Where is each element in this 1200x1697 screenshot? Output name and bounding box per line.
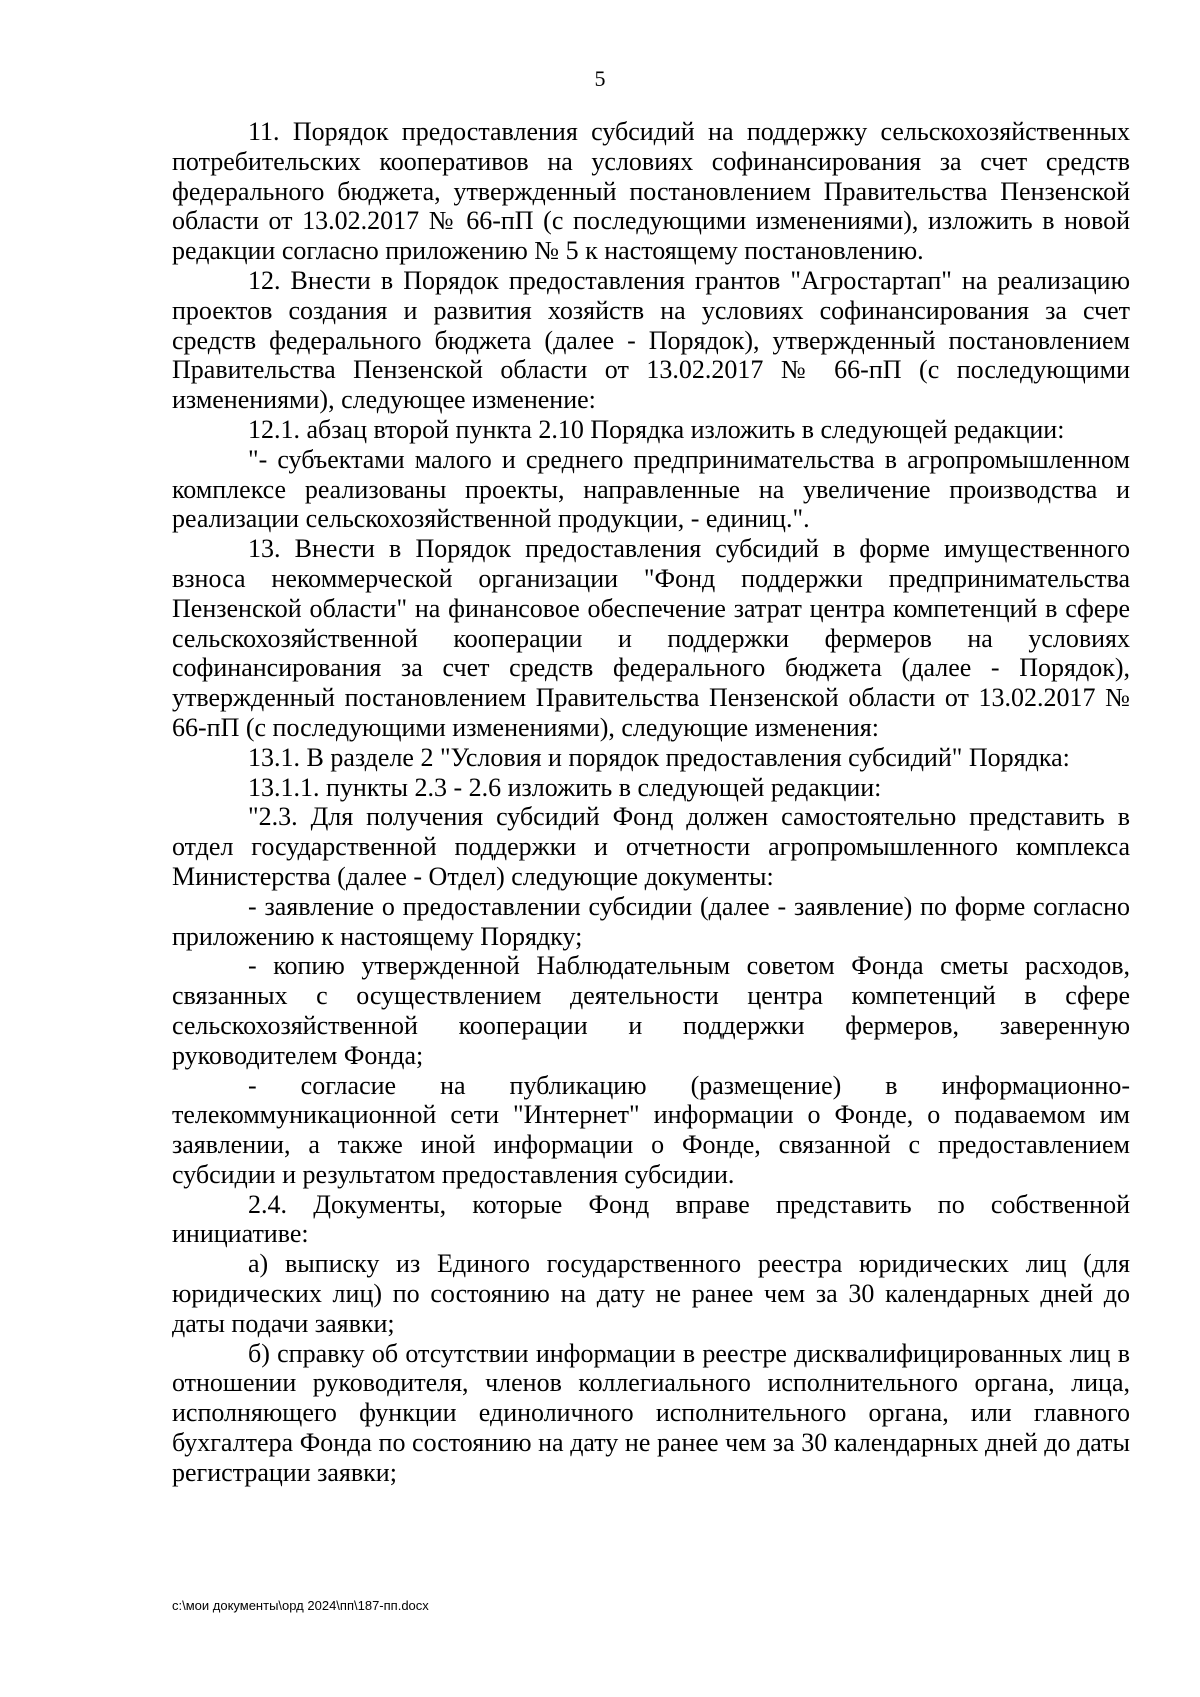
list-item-application: - заявление о предоставлении субсидии (далее - заявление) по форме согласно приложению к настоящему Порядку; — [172, 891, 1130, 951]
list-item-estimate-copy: - копию утвержденной Наблюдательным советом Фонда сметы расходов, связанных с осуществлением деятельности центра компетенций в сфере сельскохозяйственной кооперации и поддержки фермеров, заверенную руководителем Фонда; — [172, 951, 1130, 1070]
paragraph-12-1-text: "- субъектами малого и среднего предпринимательства в агропромышленном комплексе реализованы проекты, направленные на увеличение производства и реализации сельскохозяйственной продукции, - единиц.". — [172, 444, 1130, 534]
footer-file-path: c:\мои документы\орд 2024\пп\187-пп.docx — [172, 1598, 429, 1613]
list-item-b: б) справку об отсутствии информации в реестре дисквалифицированных лиц в отношении руководителя, членов коллегиального исполнительного органа, лица, исполняющего функции единоличного исполнительного органа, или главного бухгалтера Фонда по состоянию на дату не ранее чем за 30 календарных дней до даты регистрации заявки; — [172, 1338, 1130, 1487]
paragraph-13-1: 13.1. В разделе 2 "Условия и порядок предоставления субсидий" Порядка: — [248, 742, 1070, 772]
paragraph-13-1-1: 13.1.1. пункты 2.3 - 2.6 изложить в следующей редакции: — [248, 772, 882, 802]
document-body — [172, 117, 1130, 1488]
paragraph-12: 12. Внести в Порядок предоставления грантов "Агростартап" на реализацию проектов создания и развития хозяйств на условиях софинансирования за счет средств федерального бюджета (далее - Порядок), утвержденный постановлением Правительства Пензенской области от 13.02.2017 № 66-пП (с последующими изменениями), следующее изменение: — [172, 265, 1130, 415]
paragraph-2-4: 2.4. Документы, которые Фонд вправе представить по собственной инициативе: — [172, 1189, 1130, 1249]
paragraph-11: 11. Порядок предоставления субсидий на поддержку сельскохозяйственных потребительских кооперативов на условиях софинансирования за счет средств федерального бюджета, утвержденный постановлением Правительства Пензенской области от 13.02.2017 № 66-пП (с последующими изменениями), изложить в новой редакции согласно приложению № 5 к настоящему постановлению. — [172, 117, 1130, 266]
page-number: 5 — [594, 66, 606, 91]
paragraph-12-1: 12.1. абзац второй пункта 2.10 Порядка изложить в следующей редакции: — [248, 414, 1065, 444]
list-item-a: а) выписку из Единого государственного реестра юридических лиц (для юридических лиц) по состоянию на дату не ранее чем за 30 календарных дней до даты подачи заявки; — [172, 1249, 1130, 1338]
list-item-consent: - согласие на публикацию (размещение) в информационно-телекоммуникационной сети "Интернет" информации о Фонде, о подаваемом им заявлении, а также иной информации о Фонде, связанной с предоставлением субсидии и результатом предоставления субсидии. — [172, 1070, 1130, 1189]
paragraph-2-3: "2.3. Для получения субсидий Фонд должен самостоятельно представить в отдел государственной поддержки и отчетности агропромышленного комплекса Министерства (далее - Отдел) следующие документы: — [172, 802, 1130, 891]
paragraph-13: 13. Внести в Порядок предоставления субсидий в форме имущественного взноса некоммерческой организации "Фонд поддержки предпринимательства Пензенской области" на финансовое обеспечение затрат центра компетенций в сфере сельскохозяйственной кооперации и поддержки фермеров на условиях софинансирования за счет средств федерального бюджета (далее - Порядок), утвержденный постановлением Правительства Пензенской области от 13.02.2017 № 66-пП (с последующими изменениями), следующие изменения: — [172, 534, 1130, 742]
